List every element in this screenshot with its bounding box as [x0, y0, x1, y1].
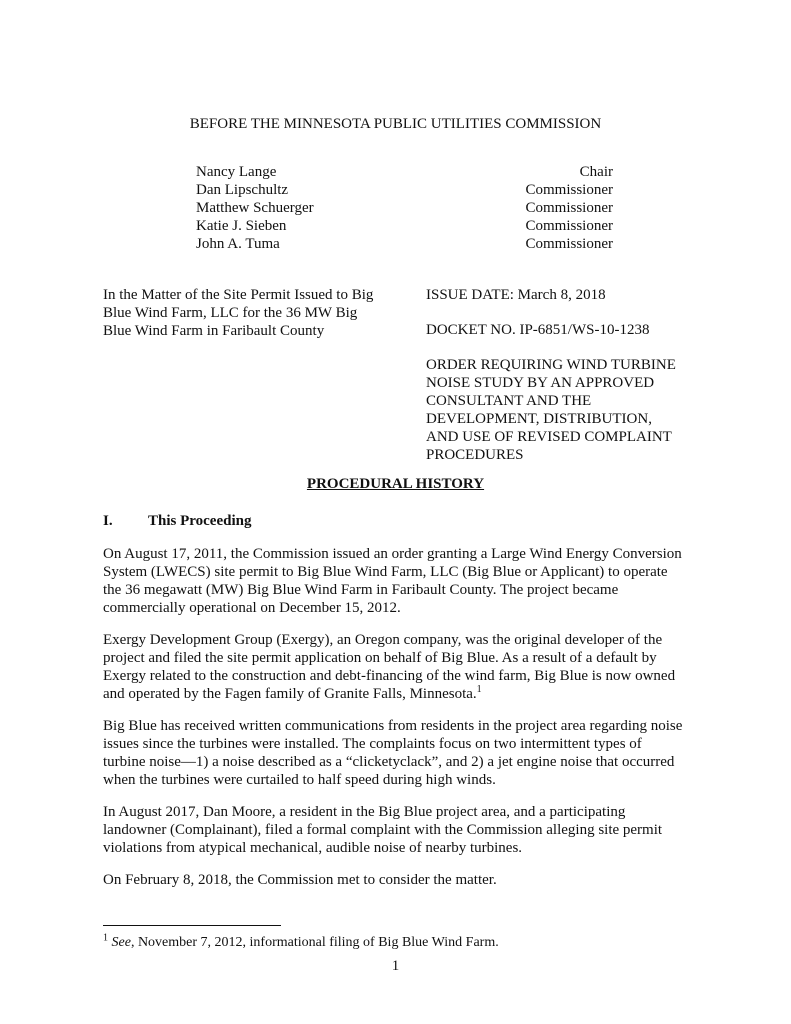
commissioner-name: Dan Lipschultz [196, 182, 289, 198]
paragraph-line: when the turbines were curtailed to half speed during high winds. [103, 772, 496, 788]
commissioner-role: Commissioner [525, 182, 613, 198]
paragraph-line: Big Blue has received written communications from residents in the project area regarding noise [103, 718, 683, 734]
issue-date: ISSUE DATE: March 8, 2018 [426, 287, 606, 303]
paragraph-line: On February 8, 2018, the Commission met to consider the matter. [103, 872, 497, 888]
footnote-text: , November 7, 2012, informational filing of Big Blue Wind Farm. [130, 935, 499, 950]
paragraph-line: the 36 megawatt (MW) Big Blue Wind Farm in Faribault County. The project became [103, 582, 619, 598]
order-title-line: PROCEDURES [426, 447, 524, 463]
paragraph-line: Exergy related to the construction and debt-financing of the wind farm, Big Blue is now owned [103, 668, 676, 684]
paragraph [103, 631, 693, 703]
commissioner-name: John A. Tuma [196, 236, 280, 252]
footnote [103, 934, 499, 952]
commissioner-name: Katie J. Sieben [196, 218, 287, 234]
commissioner-role: Commissioner [525, 200, 613, 216]
order-title-line: NOISE STUDY BY AN APPROVED [426, 375, 655, 391]
footnote-reference[interactable]: 1 [476, 684, 482, 695]
paragraph-line [103, 685, 693, 703]
order-title-line: CONSULTANT AND THE [426, 393, 592, 409]
order-title [426, 356, 676, 464]
paragraph-line: commercially operational on December 15, 2012. [103, 600, 401, 616]
paragraph-line: System (LWECS) site permit to Big Blue Wind Farm, LLC (Big Blue or Applicant) to operate [103, 564, 668, 580]
commissioner-role: Commissioner [525, 218, 613, 234]
paragraph-line: landowner (Complainant), filed a formal complaint with the Commission alleging site permit [103, 822, 663, 838]
matter-caption [103, 286, 393, 340]
paragraph-line: Exergy Development Group (Exergy), an Oregon company, was the original developer of the [103, 632, 663, 648]
matter-line: Blue Wind Farm in Faribault County [103, 323, 325, 339]
footnote-marker: 1 [103, 932, 108, 944]
paragraph [103, 803, 693, 857]
section-title: PROCEDURAL HISTORY [306, 476, 485, 492]
paragraph-line: project and filed the site permit application on behalf of Big Blue. As a result of a default by [103, 650, 657, 666]
order-title-line: AND USE OF REVISED COMPLAINT [426, 429, 672, 445]
commissioner-name: Matthew Schuerger [196, 200, 314, 216]
commissioner-name: Nancy Lange [196, 164, 277, 180]
matter-line: In the Matter of the Site Permit Issued to Big [103, 287, 374, 303]
footnote-see: See [111, 935, 131, 950]
paragraph [103, 717, 693, 789]
subsection-title: This Proceeding [148, 513, 252, 529]
subsection-number: I. [103, 513, 113, 529]
paragraph-line: issues since the turbines were installed. The complaints focus on two intermittent types of [103, 736, 642, 752]
page-number: 1 [391, 958, 400, 974]
footnote-divider [103, 925, 281, 926]
paragraph [103, 545, 693, 617]
commissioner-role: Chair [579, 164, 613, 180]
paragraph-line: turbine noise—1) a noise described as a “clicketyclack”, and 2) a jet engine noise that occurred [103, 754, 675, 770]
order-title-line: ORDER REQUIRING WIND TURBINE [426, 357, 676, 373]
paragraph [103, 871, 693, 889]
paragraph-line: On August 17, 2011, the Commission issued an order granting a Large Wind Energy Conversion [103, 546, 682, 562]
matter-line: Blue Wind Farm, LLC for the 36 MW Big [103, 305, 358, 321]
commission-header: BEFORE THE MINNESOTA PUBLIC UTILITIES COMMISSION [189, 116, 602, 132]
docket-number: DOCKET NO. IP-6851/WS-10-1238 [426, 322, 650, 338]
order-title-line: DEVELOPMENT, DISTRIBUTION, [426, 411, 652, 427]
paragraph-line-text: and operated by the Fagen family of Granite Falls, Minnesota. [103, 686, 477, 702]
paragraph-line: violations from atypical mechanical, audible noise of nearby turbines. [103, 840, 523, 856]
paragraph-line: In August 2017, Dan Moore, a resident in the Big Blue project area, and a participating [103, 804, 626, 820]
commissioner-role: Commissioner [525, 236, 613, 252]
